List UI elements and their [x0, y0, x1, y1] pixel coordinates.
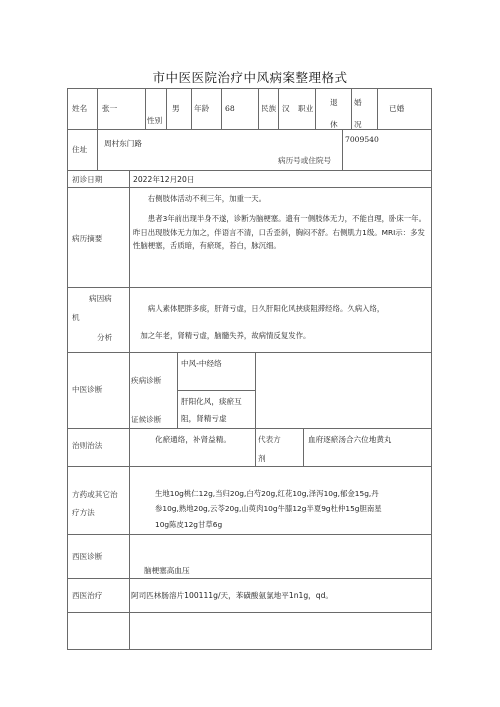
syndrome-diagnosis-label: 证候诊断 — [131, 415, 162, 424]
western-treatment-label: 西医治疗 — [72, 591, 103, 600]
table-border-left — [67, 88, 68, 650]
col-divider — [129, 187, 130, 352]
col-divider — [191, 88, 192, 129]
western-diagnosis-label: 西医诊断 — [72, 552, 103, 561]
prescription-label-line2: 疗方法 — [72, 508, 95, 517]
col-divider — [97, 129, 98, 170]
row-divider — [67, 428, 432, 429]
page-title: 市中医医院治疗中风病案整理格式 — [152, 70, 348, 85]
col-divider — [255, 352, 256, 428]
disease-diagnosis-label: 疾病诊断 — [131, 376, 162, 385]
row-divider — [67, 534, 432, 535]
occupation-label: 职业 — [298, 104, 314, 113]
etiology-label-line3: 分析 — [97, 333, 113, 342]
record-no: 7009540 — [345, 135, 379, 144]
col-divider — [129, 352, 130, 428]
row-divider — [67, 287, 432, 288]
row-divider — [67, 612, 432, 613]
prescription-label-line1: 方药或其它治 — [72, 490, 118, 499]
western-treatment: 阿司匹林肠溶片100111g/天，苯磺酸氨氯地平1n1g，qd。 — [131, 591, 333, 600]
history-label: 病历摘要 — [72, 234, 103, 243]
disease-diagnosis: 中风-中经络 — [181, 359, 222, 368]
prescription-line: 参10g,熟地20g,云苓20g,山萸肉10g牛膝12g半夏9g杜仲15g胆南星 — [155, 504, 382, 514]
table-border-right — [431, 88, 432, 650]
etiology-paragraph: 病人素体肥胖多痰，肝肾亏虚，日久肝阳化风挟痰阻滞经络。久病入络， — [147, 304, 385, 313]
col-divider — [166, 88, 167, 129]
first-visit-date: 2022年12月20日 — [133, 175, 195, 184]
history-paragraph: 患者3年前出现半身不遂，诊断为脑梗塞。遗有一侧肢体无力，不能自理，卧床一年。昨日出现肢体无力加之，伴语言不清，口舌歪斜，胸闷不舒。右侧肌力1级。MRI示：多发性脑梗塞，舌质暗，有瘀斑，苔白，脉沉细。 — [133, 214, 426, 251]
formula-label-line2: 剂 — [258, 454, 266, 463]
prescription-line: 10g陈皮12g甘草6g — [155, 519, 223, 529]
col-divider — [97, 88, 98, 129]
col-divider — [221, 88, 222, 129]
first-visit-label: 初诊日期 — [72, 175, 103, 184]
prescription-text — [155, 487, 429, 531]
history-paragraph: 右侧肢体活动不利三年，加重一天。 — [147, 194, 267, 203]
row-divider — [67, 187, 432, 188]
record-no-label: 病历号或住院号 — [278, 156, 332, 165]
history-text — [133, 192, 427, 253]
address-label: 住址 — [72, 145, 88, 154]
patient-name: 张一 — [102, 104, 118, 113]
col-divider — [129, 428, 130, 466]
col-divider — [258, 88, 259, 129]
col-divider — [351, 88, 352, 129]
patient-address: 周村东门路 — [104, 139, 142, 148]
age-label: 年龄 — [194, 104, 210, 113]
representative-formula: 血府逐瘀汤合六位地黄丸 — [308, 435, 392, 444]
col-divider — [303, 428, 304, 466]
prescription-line: 生地10g桃仁12g,当归20g,白芍20g,红花10g,泽泻10g,郁金15g,丹 — [155, 489, 379, 498]
name-label: 姓名 — [72, 104, 88, 113]
col-divider — [129, 466, 130, 650]
col-divider — [377, 88, 378, 129]
syndrome-diagnosis-line1: 肝阳化风，痰瘀互 — [181, 397, 242, 406]
western-diagnosis: 脑梗塞高血压 — [144, 566, 190, 575]
etiology-label-line1: 病因病 — [89, 294, 112, 303]
row-divider — [67, 170, 432, 171]
marital-label: 婚况 — [354, 98, 362, 129]
syndrome-diagnosis-line2: 阻，肾精亏虚 — [181, 414, 227, 423]
treatment-method: 化瘀通络，补肾益精。 — [155, 435, 231, 444]
col-divider — [278, 88, 279, 129]
etiology-paragraph: 加之年老，肾精亏虚，脑髓失养，故病情反复发作。 — [140, 331, 311, 341]
patient-age: 68 — [225, 104, 235, 113]
row-divider — [67, 578, 432, 579]
ethnicity-label: 民族 — [261, 104, 277, 113]
row-divider — [67, 466, 432, 467]
col-divider — [129, 170, 130, 187]
patient-occupation: 退休 — [330, 98, 338, 129]
row-divider — [67, 352, 432, 353]
col-divider — [315, 88, 316, 129]
etiology-label-line2: 机 — [72, 313, 80, 322]
patient-ethnicity: 汉 — [282, 104, 290, 113]
col-divider — [255, 428, 256, 466]
col-divider — [177, 352, 178, 428]
col-divider — [145, 88, 146, 129]
sex-label: 性别 — [147, 116, 163, 125]
formula-label-line1: 代表方 — [258, 435, 281, 444]
case-record-form — [67, 88, 432, 650]
treatment-label: 治则治法 — [72, 441, 103, 450]
row-divider — [67, 129, 432, 130]
tcm-diagnosis-label: 中医诊断 — [72, 385, 103, 394]
table-border-bottom — [67, 649, 432, 650]
patient-marital: 已婚 — [389, 104, 405, 113]
etiology-text — [133, 302, 427, 343]
col-divider — [342, 129, 343, 170]
row-divider — [177, 390, 255, 391]
patient-sex: 男 — [172, 104, 180, 113]
